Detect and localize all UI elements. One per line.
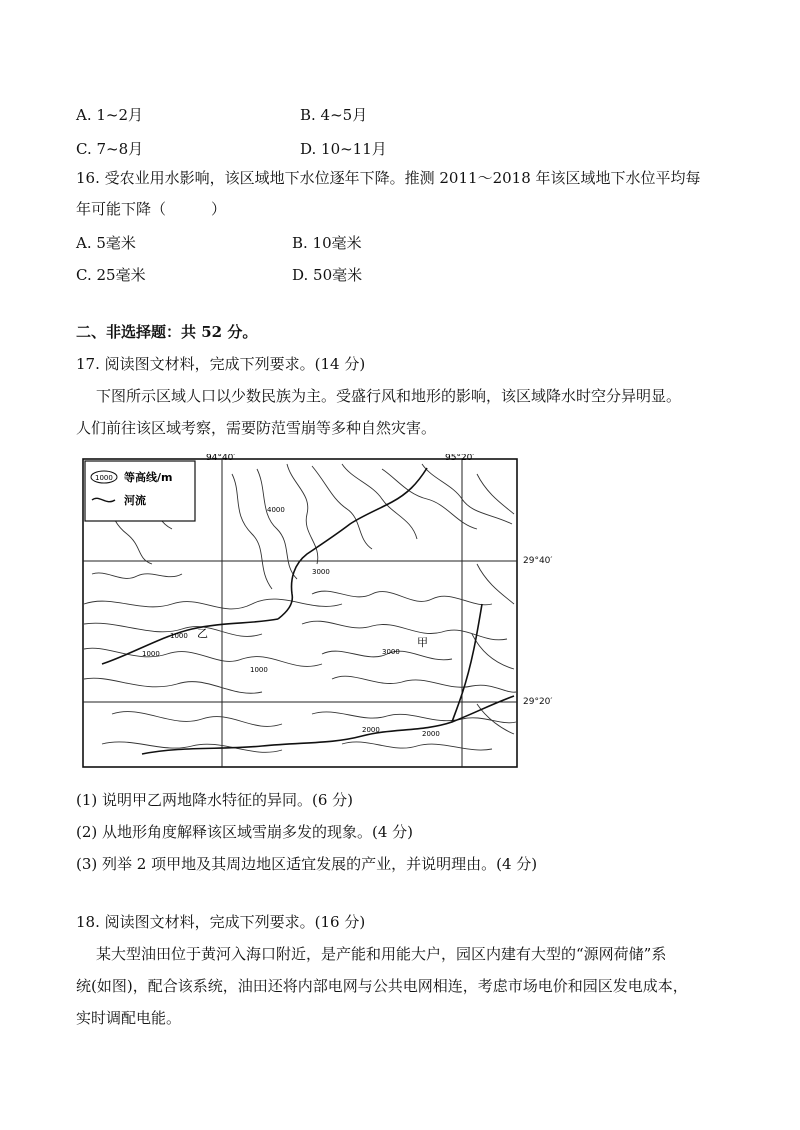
- contour-label: 1000: [170, 632, 188, 640]
- contour-label: 4000: [267, 506, 285, 514]
- topographic-map: [82, 454, 522, 772]
- lon-right-label: 95°20′: [445, 454, 475, 463]
- legend-contour-value: 1000: [95, 474, 113, 482]
- q16-stem-line1: 16. 受农业用水影响，该区域地下水位逐年下降。推测 2011～2018 年该区域地下水位平均每: [76, 169, 701, 187]
- option-c: C. 7~8月: [76, 140, 144, 158]
- q16-option-c: C. 25毫米: [76, 266, 146, 284]
- option-a: A. 1~2月: [76, 106, 144, 124]
- q18-para-line1: 某大型油田位于黄河入海口附近，是产能和用能大户，园区内建有大型的“源网荷储”系: [96, 945, 667, 963]
- q17-para-line1: 下图所示区域人口以少数民族为主。受盛行风和地形的影响，该区域降水时空分异明显。: [96, 387, 682, 405]
- legend-river-label: 河流: [124, 494, 146, 507]
- legend-contour-label: 等高线/m: [124, 471, 173, 484]
- contour-label: 3000: [312, 568, 330, 576]
- q16-stem-line2: 年可能下降（ ）: [76, 200, 227, 218]
- place-yi: 乙: [197, 627, 208, 640]
- lat-bottom-label: 29°20′: [523, 697, 553, 707]
- q18-stem: 18. 阅读图文材料，完成下列要求。(16 分): [76, 913, 366, 931]
- q18-para-line3: 实时调配电能。: [76, 1009, 182, 1027]
- q17-sub3: (3) 列举 2 项甲地及其周边地区适宜发展的产业，并说明理由。(4 分): [76, 855, 538, 873]
- section-title: 二、非选择题：共 52 分。: [76, 323, 258, 341]
- contour-label: 1000: [142, 650, 160, 658]
- q17-para-line2: 人们前往该区域考察，需要防范雪崩等多种自然灾害。: [76, 419, 437, 437]
- option-b: B. 4~5月: [300, 106, 368, 124]
- contour-label: 1000: [250, 666, 268, 674]
- contour-label: 2000: [422, 730, 440, 738]
- q17-sub2: (2) 从地形角度解释该区域雪崩多发的现象。(4 分): [76, 823, 414, 841]
- q17-sub1: (1) 说明甲乙两地降水特征的异同。(6 分): [76, 791, 354, 809]
- contour-label: 2000: [362, 726, 380, 734]
- q17-stem: 17. 阅读图文材料，完成下列要求。(14 分): [76, 355, 366, 373]
- map-legend: [85, 461, 195, 521]
- contour-label: 3000: [382, 648, 400, 656]
- q16-option-a: A. 5毫米: [76, 234, 136, 252]
- option-d: D. 10~11月: [300, 140, 387, 158]
- q18-para-line2: 统(如图)，配合该系统，油田还将内部电网与公共电网相连，考虑市场电价和园区发电成本，: [76, 977, 688, 995]
- lat-top-label: 29°40′: [523, 556, 553, 566]
- q16-option-b: B. 10毫米: [292, 234, 362, 252]
- q16-option-d: D. 50毫米: [292, 266, 363, 284]
- lon-left-label: 94°40′: [206, 454, 236, 463]
- place-jia: 甲: [417, 636, 428, 649]
